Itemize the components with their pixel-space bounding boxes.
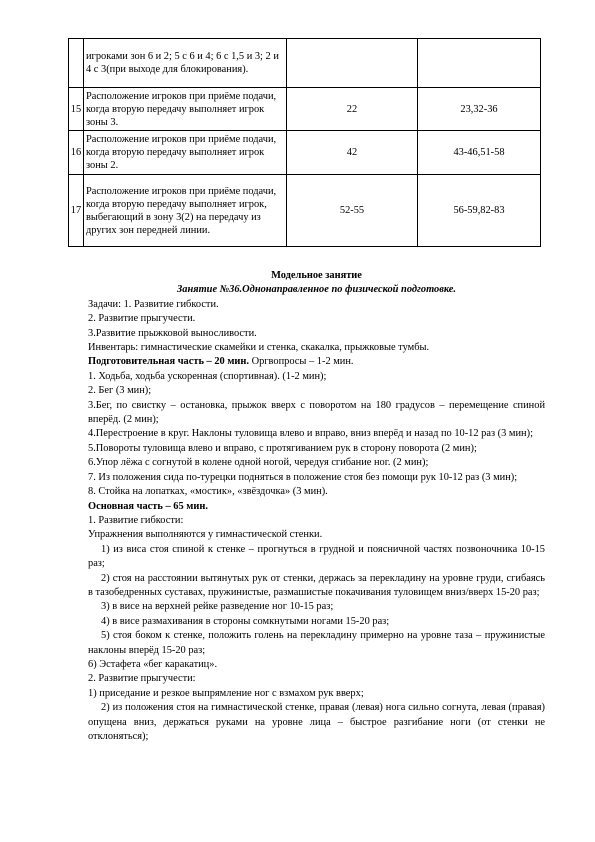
prep-item: 1. Ходьба, ходьба ускоренная (спортивная). (1-2 мин); [88, 370, 327, 382]
jump-title: 2. Развитие прыгучести: [88, 673, 196, 685]
table-row [69, 175, 541, 247]
table-row [69, 88, 541, 131]
flex-item: 2) стоя на расстоянии вытянутых рук от стенки, держась за перекладину на уровне груди, сгибаясь в тазобедренных суставах, пружинистые, размашистые покачивания туловищем вниз/вверх 15-20 раз; [88, 572, 545, 598]
table-row [69, 39, 541, 88]
task-line: Задачи: 1. Развитие гибкости. [88, 298, 219, 310]
row-lesson-number [287, 39, 418, 88]
main-heading: Основная часть – 65 мин. [88, 500, 208, 512]
row-lesson-number: 52-55 [287, 175, 418, 247]
prep-item: 8. Стойка на лопатках, «мостик», «звёздочка» (3 мин). [88, 486, 328, 498]
flex-title: 1. Развитие гибкости: [88, 514, 184, 526]
lesson-title: Модельное занятие [271, 270, 362, 281]
lesson-subtitle: Занятие №36.Однонаправленное по физической подготовке. [176, 284, 457, 296]
flex-item: 4) в висе размахивания в стороны сомкнутыми ногами 15-20 раз; [101, 615, 390, 627]
task-line: 2. Развитие прыгучести. [88, 313, 196, 325]
table-row [69, 131, 541, 175]
prep-item: 3.Бег, по свистку – остановка, прыжок вверх с поворотом на 180 градусов – перемещение спиной вперёд. (2 мин); [88, 399, 545, 426]
lesson-plan-table [68, 38, 541, 247]
row-description: игроками зон 6 и 2; 5 с 6 и 4; 6 с 1,5 и 3; 2 и 4 с 3(при выходе для блокирования). [84, 39, 287, 88]
prep-item: 4.Перестроение в круг. Наклоны туловища влево и вправо, вниз вперёд и назад по 10-12 раз (3 мин); [88, 428, 533, 440]
prep-item: 6.Упор лёжа с согнутой в колене одной ногой, чередуя сгибание ног. (2 мин); [88, 457, 429, 469]
prep-heading-tail: Оргвопросы – 1-2 мин. [249, 356, 354, 368]
flex-intro: Упражнения выполняются у гимнастической стенки. [88, 529, 323, 541]
row-lesson-number: 22 [287, 88, 418, 131]
row-lessons-range [418, 39, 541, 88]
row-number: 17 [69, 175, 84, 247]
row-description: Расположение игроков при приёме подачи, когда вторую передачу выполняет игрок зоны 3. [84, 88, 287, 131]
row-number [69, 39, 84, 88]
flex-item: 3) в висе на верхней рейке разведение ног 10-15 раз; [101, 601, 334, 613]
flex-item: 1) из виса стоя спиной к стенке – прогнуться в грудной и поясничной частях позвоночника 10-15 раз; [88, 543, 545, 570]
row-lessons-range: 43-46,51-58 [418, 131, 541, 175]
inventory-line: Инвентарь: гимнастические скамейки и стенка, скакалка, прыжковые тумбы. [88, 342, 430, 354]
row-number: 16 [69, 131, 84, 175]
flex-item: 5) стоя боком к стенке, положить голень на перекладину примерно на уровне таза – пружинистые наклоны вперёд 15-20 раз; [88, 630, 545, 656]
row-number: 15 [69, 88, 84, 131]
row-description: Расположение игроков при приёме подачи, когда вторую передачу выполняет игрок, выбегающий в зону 3(2) на передачу из других зон передней линии. [84, 175, 287, 247]
row-lessons-range: 56-59,82-83 [418, 175, 541, 247]
task-line: 3.Развитие прыжковой выносливости. [88, 327, 257, 339]
prep-heading: Подготовительная часть – 20 мин. [88, 356, 249, 368]
jump-item: 1) приседание и резкое выпрямление ног с взмахом рук вверх; [88, 687, 364, 699]
row-description: Расположение игроков при приёме подачи, когда вторую передачу выполняет игрок зоны 2. [84, 131, 287, 175]
prep-item: 7. Из положения сида по-турецки подняться в положение стоя без помощи рук 10-12 раз (3 мин); [88, 471, 518, 483]
row-lessons-range: 23,32-36 [418, 88, 541, 131]
prep-item: 2. Бег (3 мин); [88, 385, 152, 397]
flex-item: 6) Эстафета «бег каракатиц». [88, 658, 218, 670]
row-lesson-number: 42 [287, 131, 418, 175]
jump-item: 2) из положения стоя на гимнастической стенке, правая (левая) нога сильно согнута, левая (правая) опущена вниз, держаться руками на уровне лица – быстрое разгибание ноги (от стенки не отклоняться); [88, 702, 545, 742]
prep-heading-line [88, 355, 545, 369]
lesson-text [88, 269, 545, 744]
prep-item: 5.Повороты туловища влево и вправо, с протягиванием рук в сторону поворота (2 мин); [88, 442, 477, 454]
